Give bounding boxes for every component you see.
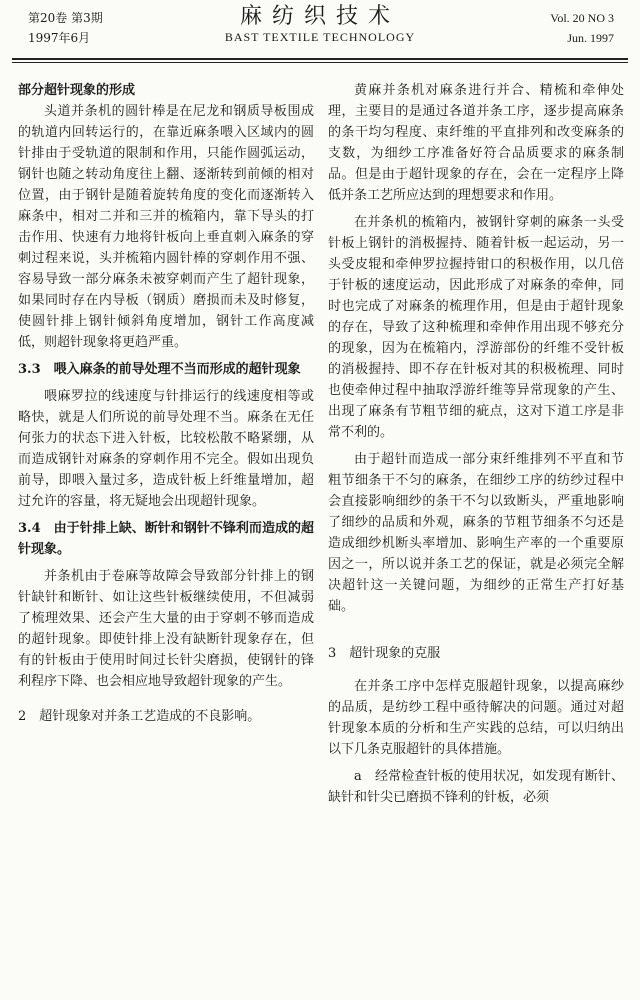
publish-date: 1997年6月: [28, 31, 91, 45]
body-paragraph: 并条机由于卷麻等故障会导致部分针排上的钢针缺针和断针、如让这些针板继续使用，不但减弱了梳理效果、还会产生大量的由于穿刺不够而造成的超针现象。即使针排上没有缺断针现象存在，但有的针板由于使用时间过长针尖磨损，使钢针的锋利程序下降、也会相应地导致超针现象的产生。: [18, 569, 314, 689]
list-item-a: a 经常检查针板的使用状况，如发现有断针、缺针和针尖已磨损不锋利的针板，必须: [328, 769, 624, 805]
body-paragraph: 在并条机的梳箱内，被钢针穿刺的麻条一头受针板上钢针的消极握持、随着针板一起运动，另一头受皮辊和牵伸罗拉握持钳口的积极作用，以几倍于针板的速度运动，因此形成了对麻条的牵伸，同时也完成了对麻条的梳理作用，但是由于超针现象的存在，导致了这种梳理和牵伸作用出现不够充分的现象，因为在梳箱内，浮游部份的纤维不受针板的消极握持、即不存在针板对其的积极梳理、同时也使牵伸过程中抽取浮游纤维等异常现象的产生、出现了麻条有节粗节细的疵点，这对下道工序是非常不利的。: [328, 215, 624, 440]
left-column: [18, 80, 314, 996]
header-rule-thick: [12, 58, 628, 60]
header-rule-thin: [12, 62, 628, 63]
body-paragraph: 喂麻罗拉的线速度与针排运行的线速度相等或略快，就是人们所说的前导处理不当。麻条在无任何张力的状态下进入针板，比较松散不略紧绷，从而造成钢针对麻条的穿刺作用不完全。假如出现负前导，即喂入量过多，造成针板上纤维量增加，超过允许的容量，将无疑地会出现超针现象。: [18, 389, 314, 509]
paragraph-heading: 部分超针现象的形成: [18, 83, 136, 98]
journal-title-english: BAST TEXTILE TECHNOLOGY: [224, 30, 416, 44]
body-paragraph: 在并条工序中怎样克服超针现象，以提高麻纱的品质，是纺纱工程中亟待解决的问题。通过对超针现象本质的分析和生产实践的总结，可以归纳出以下几条克服超针的具体措施。: [328, 679, 624, 757]
journal-title: 麻纺织技术: [239, 4, 400, 29]
volume-issue-english: Vol. 20 NO 3: [550, 11, 614, 25]
body-paragraph: 黄麻并条机对麻条进行并合、精梳和牵伸处理，主要目的是通过各道并条工序，逐步提高麻条的条干均匀程度、束纤维的平直排列和改变麻条的支数，为细纱工序准备好符合品质要求的麻条制品。但是由于超针现象的存在，会在一定程序上降低并条工艺所应达到的理想要求和作用。: [328, 83, 624, 203]
section-3-heading: 3 超针现象的克服: [328, 646, 441, 661]
body-paragraph: 由于超针而造成一部分束纤维排列不平直和节粗节细条干不匀的麻条，在细纱工序的纺纱过程中会直接影响细纱的条干不匀以致断头，严重地影响了细纱的品质和外观，麻条的节粗节细条不匀还是造成细纱机断头率增加、影响生产率的一个重要原因之一，所以说并条工艺的保证，就是必须完全解决超针这一关键问题，为细纱的正常生产打好基础。: [328, 452, 624, 614]
publish-date-english: Jun. 1997: [567, 31, 614, 45]
body-paragraph: 头道并条机的圆针棒是在尼龙和钢质导板围成的轨道内回转运行的，在靠近麻条喂入区域内的圆针排由于受轨道的限制和作用，只能作圆弧运动，钢针也随之转动角度往上翻、逐渐转到前倾的相对位置，由于钢针是随着旋转角度的变化而逐渐转入麻条中，相对二并和三并的梳箱内，靠下导头的打击作用、快速有力地将针板向上垂直刺入麻条的穿刺过程来说，头并梳箱内圆针棒的穿刺作用不强、容易导致一部分麻条未被穿刺而产生了超针现象，如果同时存在内导板（钢质）磨损而未及时修复，使圆针排上钢针倾斜角度增加，钢针工作高度减低，则超针现象将更趋严重。: [18, 104, 314, 350]
issue-info-english: [550, 8, 614, 48]
volume-issue: 第20卷 第3期: [28, 11, 103, 25]
journal-title-block: [0, 4, 640, 45]
running-header: [0, 0, 640, 62]
right-column: [328, 80, 624, 996]
section-3-3-heading: 3.3 喂入麻条的前导处理不当而形成的超针现象: [18, 362, 301, 377]
section-3-4-heading: 3.4 由于针排上缺、断针和钢针不锋利而造成的超针现象。: [18, 521, 314, 557]
section-2-heading: 2 超针现象对并条工艺造成的不良影响。: [18, 709, 261, 724]
